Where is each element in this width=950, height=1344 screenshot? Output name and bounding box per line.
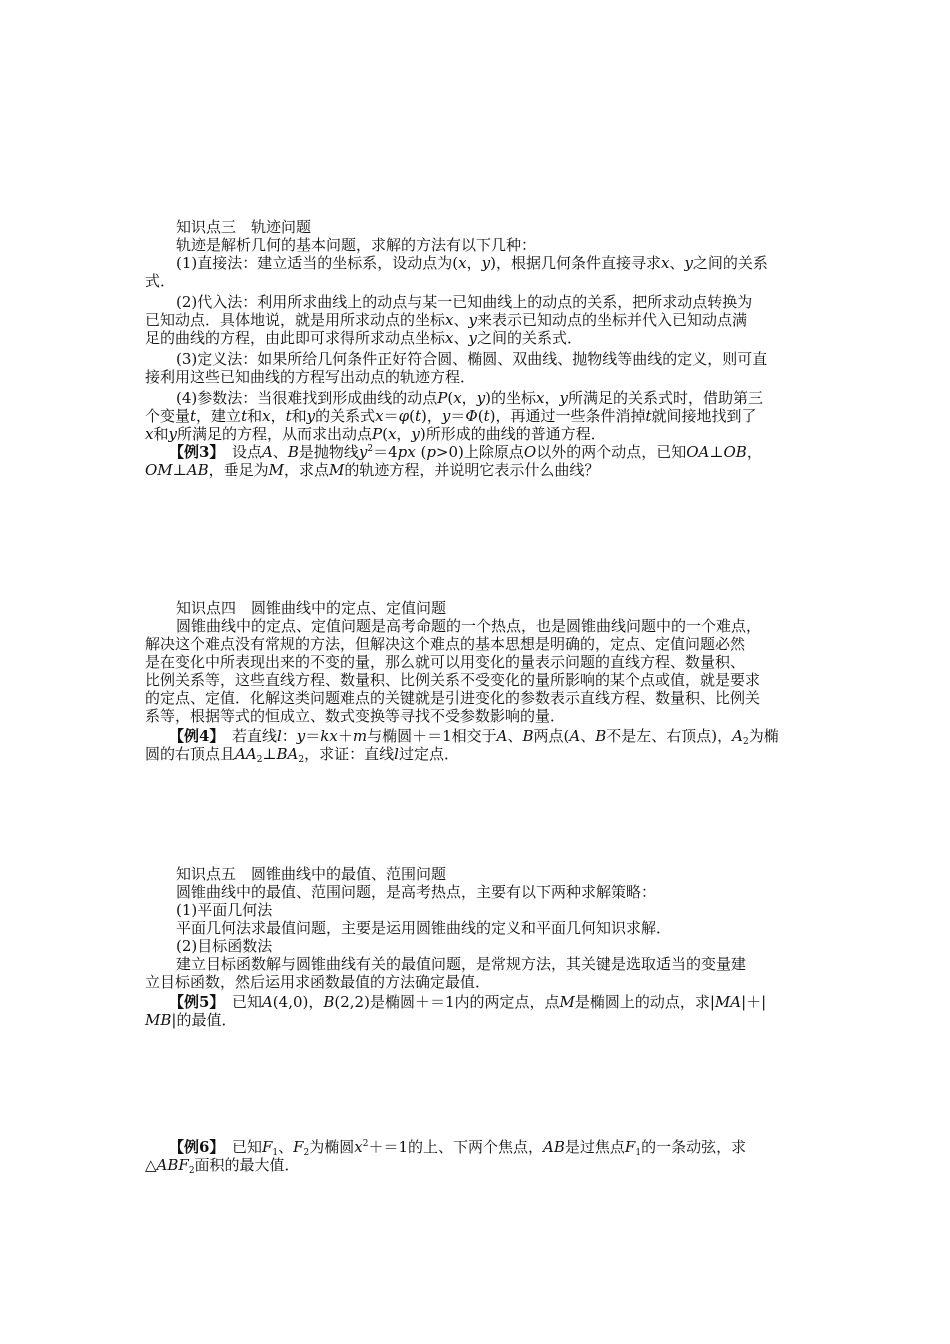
method-plane-geometry-title: (1)平面几何法 (176, 901, 273, 919)
example-6-label: 【例6】 (169, 1138, 217, 1156)
example-3-cont: OM⊥AB，垂足为M，求点M的轨迹方程，并说明它表示什么曲线？ (145, 461, 600, 479)
example-6: 【例6】 已知$F_1$、$F_2$为椭圆$x^2+=1$的上、下两个焦点，AB是过焦点$F_1$的一条动弦，求 (169, 1138, 747, 1158)
section4-heading: 知识点四 圆锥曲线中的定点、定值问题 (176, 599, 447, 617)
section-fixed-point (145, 599, 807, 763)
section3-intro: 轨迹是解析几何的基本问题，求解的方法有以下几种： (176, 236, 537, 254)
example-5-cont: MB|的最值． (145, 1011, 237, 1029)
method-parameter: (4)参数法：当很难找到形成曲线的动点P(x，y)的坐标x，y所满足的关系式时，借助第三 (176, 389, 764, 407)
method-plane-geometry-text: 平面几何法求最值问题，主要是运用圆锥曲线的定义和平面几何知识求解． (176, 919, 672, 937)
method-definition-cont: 接利用这些已知曲线的方程写出动点的轨迹方程． (145, 368, 476, 386)
example-5-label: 【例5】 (169, 993, 217, 1011)
example-5: 【例5】 已知A(4,0)，B(2,2)是椭圆＋＝1内的两定点，点M是椭圆上的动点，求|MA|＋| (169, 993, 767, 1011)
method-direct: (1)直接法：建立适当的坐标系，设动点为(x，y)，根据几何条件直接寻求x、y之间的关系 (176, 254, 768, 272)
section3-heading: 知识点三 轨迹问题 (176, 218, 312, 236)
section4-para-line5: 的定点、定值．化解这类问题难点的关键就是引进变化的参数表示直线方程、数量积、比例关 (145, 689, 761, 707)
section4-para-line3: 是在变化中所表现出来的不变的量，那么就可以用变化的量表示问题的直线方程、数量积、 (145, 653, 746, 671)
section-extremum (145, 865, 807, 1029)
section4-para-line2: 解决这个难点没有常规的方法，但解决这个难点的基本思想是明确的，定点、定值问题必然 (145, 635, 746, 653)
section4-para-line6: 系等，根据等式的恒成立、数式变换等寻找不受参数影响的量． (145, 707, 566, 725)
section5-heading: 知识点五 圆锥曲线中的最值、范围问题 (176, 865, 447, 883)
method-direct-cont: 式． (145, 272, 176, 290)
example-3-label: 【例3】 (169, 443, 217, 461)
method-objective-function-title: (2)目标函数法 (176, 937, 273, 955)
section-trajectory (145, 218, 807, 479)
section4-para-line4: 比例关系等，这些直线方程、数量积、比例关系不受变化的量所影响的某个点或值，就是要求 (145, 671, 761, 689)
example-6-block (145, 1138, 807, 1174)
method-substitution-cont1: 已知动点．具体地说，就是用所求动点的坐标x、y来表示已知动点的坐标并代入已知动点满 (145, 311, 747, 329)
method-parameter-cont1: 个变量t，建立t和x，t和y的关系式x＝φ(t)，y＝Φ(t)，再通过一些条件消掉t就间接地找到了 (145, 407, 757, 425)
example-4-cont: 圆的右顶点且$AA_2\perp BA_2$，求证：直线l过定点． (145, 745, 459, 765)
method-objective-function-text: 建立目标函数解与圆锥曲线有关的最值问题，是常规方法，其关键是选取适当的变量建 (176, 955, 747, 973)
example-6-cont: $\triangle ABF_2$面积的最大值． (145, 1156, 300, 1176)
method-parameter-cont2: x和y所满足的方程，从而求出动点P(x，y)所形成的曲线的普通方程． (145, 425, 606, 443)
example-4-label: 【例4】 (169, 727, 217, 745)
method-definition: (3)定义法：如果所给几何条件正好符合圆、椭圆、双曲线、抛物线等曲线的定义，则可直 (176, 350, 768, 368)
example-3: 【例3】 设点A、B是抛物线$y^2=4px$ (p>0)上除原点O以外的两个动点，已知OA⊥OB， (169, 443, 762, 461)
method-substitution-cont2: 足的曲线的方程，由此即可求得所求动点坐标x、y之间的关系式． (145, 329, 582, 347)
section5-intro: 圆锥曲线中的最值、范围问题，是高考热点，主要有以下两种求解策略： (176, 883, 657, 901)
example-4: 【例4】 若直线l：y＝kx＋m与椭圆＋＝1相交于A、B两点(A、B不是左、右顶点)，$A_2$为椭 (169, 727, 779, 747)
method-substitution: (2)代入法：利用所求曲线上的动点与某一已知曲线上的动点的关系，把所求动点转换为 (176, 293, 753, 311)
method-objective-function-cont: 立目标函数，然后运用求函数最值的方法确定最值． (145, 973, 491, 991)
section4-para-line1: 圆锥曲线中的定点、定值问题是高考命题的一个热点，也是圆锥曲线问题中的一个难点， (176, 617, 762, 635)
